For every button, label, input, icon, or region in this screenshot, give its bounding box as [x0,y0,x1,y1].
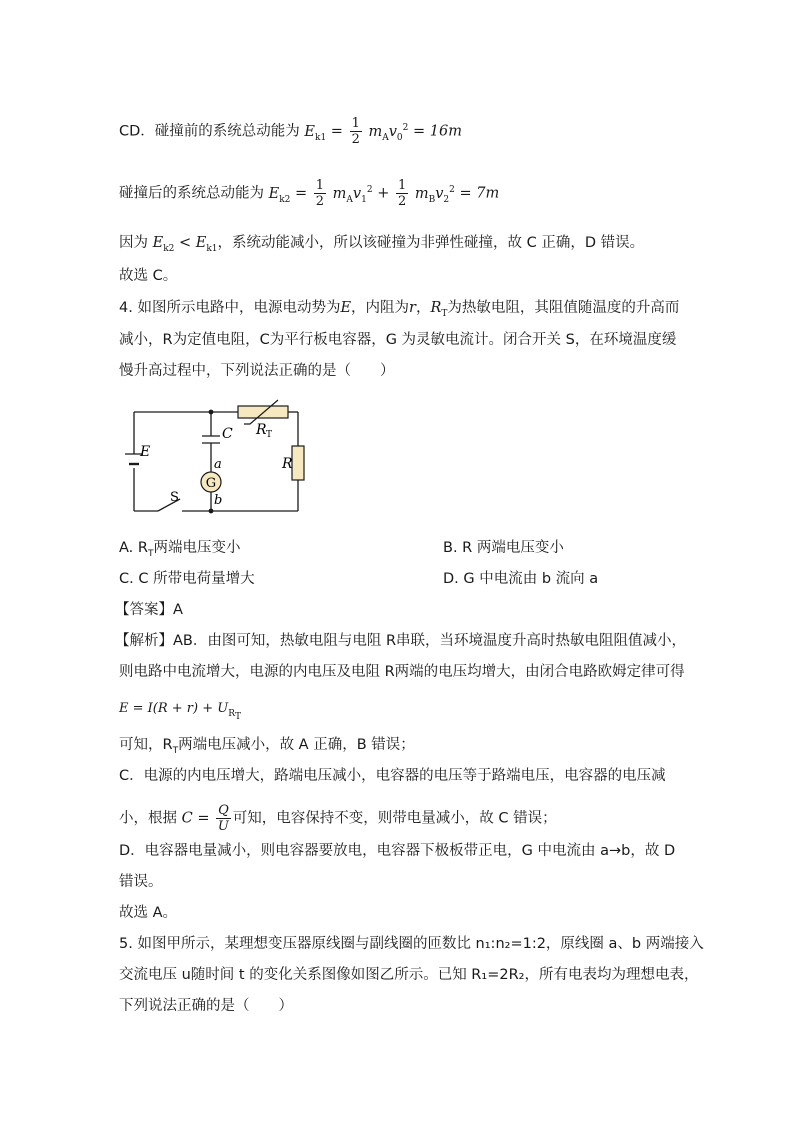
analysis-line-7: 错误。 [119,874,163,890]
ek1-symbol: $E_{k1}$ [304,123,327,143]
option-a[interactable]: A. $R_T$两端电压变小 [119,540,241,559]
half-fraction: $\frac{1}{2}$ [351,116,360,147]
analysis-line-5: 小，根据 C = $\frac{Q}{U}$ 可知，电容保持不变，则带电量减小，故 C 错误； [119,803,557,834]
q5-line-2: 交流电压 u随时间 t 的变化关系图像如图乙所示。已知 R₁=2R₂，所有电表均为理想电表， [119,967,699,983]
because-line: 因为 $E_{k2} < E_{k1}$，系统动能减小，所以该碰撞为非弹性碰撞，故 C 正确，D 错误。 [119,235,645,254]
half-fraction: $\frac{1}{2}$ [315,178,325,209]
ek1-expression: $m_Av_0^2$ [368,122,409,143]
cd-label: CD．碰撞前的系统总动能为 [119,123,300,140]
conclusion-4: 故选 A。 [119,905,178,921]
analysis-line-1: 【解析】AB．由图可知，热敏电阻与电阻 R串联，当环境温度升高时热敏电阻阻值减小， [115,633,687,649]
s-label: S [170,490,179,505]
thermistor [238,406,288,418]
analysis-line-4: C．电源的内电压增大，路端电压减小，电容器的电压等于路端电压，电容器的电压减 [119,768,666,784]
resistor-r [292,446,304,480]
after-line: 碰撞后的系统总动能为 $E_{k2}$ = $\frac{1}{2}$ $m_Av_1^2$ + $\frac{1}{2}$ $m_Bv_2^2 = 7m$ [119,178,500,209]
cd-line: CD．碰撞前的系统总动能为 $E_{k1}$ = $\frac{1}{2}$ $m_Av_0^2 = 16m$ [119,116,462,147]
rt-sub-label: T [266,430,273,440]
analysis-line-6: D．电容器电量减小，则电容器要放电，电容器下极板带正电，G 中电流由 a→b，故 D [119,843,676,859]
conclusion-3: 故选 C。 [119,268,178,284]
half-fraction: $\frac{1}{2}$ [397,178,407,209]
b-label: b [214,493,223,508]
analysis-line-2: 则电路中电流增大，电源的内电压及电阻 R两端的电压均增大，由闭合电路欧姆定律可得 [119,664,685,680]
g-label: G [205,476,217,491]
ek1-result: = 16m [412,123,462,140]
circuit-diagram [118,398,318,520]
e-label: E [140,444,151,460]
a-label: a [214,457,222,472]
analysis-formula: $E = I(R + r) + U_{R_T}$ [119,701,241,722]
q-over-u-fraction: $\frac{Q}{U}$ [217,803,229,834]
q4-line-3: 慢升高过程中，下列说法正确的是（ ） [119,363,395,379]
ek2-symbol: $E_{k2}$ [268,185,291,205]
option-c[interactable]: C. C 所带电荷量增大 [119,571,255,587]
after-label: 碰撞后的系统总动能为 [119,185,264,202]
analysis-line-3: 可知，$R_T$两端电压减小，故 A 正确，B 错误； [119,737,415,756]
rt-label: R [256,422,267,438]
q5-line-3: 下列说法正确的是（ ） [119,998,293,1014]
answer: 【答案】A [115,602,183,618]
option-b[interactable]: B. R 两端电压变小 [443,540,564,556]
q5-line-1: 5. 如图甲所示，某理想变压器原线圈与副线圈的匝数比 n₁:n₂=1:2，原线圈 a、b 两端接入 [119,936,704,952]
ek2-result: = 7m [459,185,500,202]
r-label: R [282,456,293,472]
c-label: C [222,426,233,442]
q4-line-2: 减小，R为定值电阻，C为平行板电容器，G 为灵敏电流计。闭合开关 S，在环境温度缓 [119,332,677,348]
option-d[interactable]: D. G 中电流由 b 流向 a [443,571,599,587]
q4-line-1: 4. 如图所示电路中，电源电动势为E，内阻为r，$R_T$为热敏电阻，其阻值随温度的升高而 [119,300,680,319]
